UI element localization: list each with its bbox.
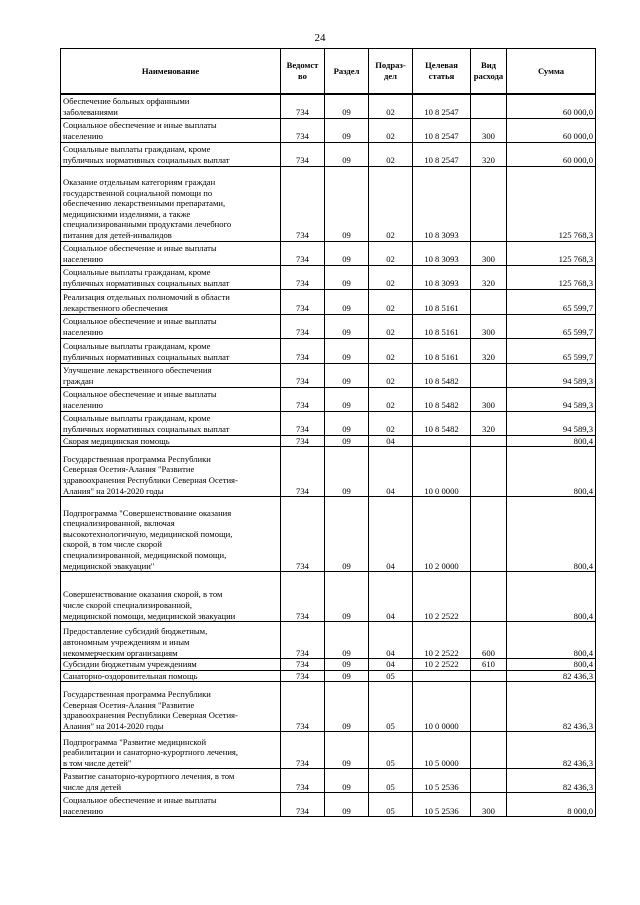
- cell-expense-type: [471, 363, 507, 387]
- cell-amount: 94 589,3: [507, 387, 596, 411]
- cell-amount: 800,4: [507, 497, 596, 572]
- cell-section: 09: [325, 435, 369, 447]
- cell-expense-type: [471, 289, 507, 314]
- cell-expense-type: [471, 572, 507, 622]
- cell-target-article: 10 5 2536: [413, 793, 471, 817]
- cell-expense-type: 610: [471, 659, 507, 671]
- cell-department: 734: [281, 497, 325, 572]
- table-row: [61, 411, 596, 435]
- cell-name: Оказание отдельным категориям граждан государственной социальной помощи по обеспечению лекарственными препаратами, медицинскими изделиями, а также специализированными продуктами лечебного питания для детей-инвалидов: [61, 166, 281, 241]
- cell-section: 09: [325, 118, 369, 142]
- cell-section: 09: [325, 659, 369, 671]
- cell-expense-type: 320: [471, 411, 507, 435]
- cell-amount: 800,4: [507, 447, 596, 497]
- cell-section: 09: [325, 166, 369, 241]
- table-row: [61, 241, 596, 265]
- col-header-target-article: Целевая статья: [413, 49, 471, 95]
- cell-expense-type: 300: [471, 118, 507, 142]
- cell-subsection: 05: [369, 769, 413, 793]
- cell-expense-type: 300: [471, 314, 507, 338]
- cell-target-article: 10 8 3093: [413, 241, 471, 265]
- cell-target-article: 10 8 5482: [413, 411, 471, 435]
- table-row: [61, 94, 596, 118]
- cell-target-article: 10 5 2536: [413, 769, 471, 793]
- cell-expense-type: 600: [471, 622, 507, 659]
- table-row: [61, 793, 596, 817]
- cell-department: 734: [281, 118, 325, 142]
- cell-target-article: 10 0 0000: [413, 682, 471, 732]
- cell-expense-type: [471, 732, 507, 769]
- cell-expense-type: 320: [471, 265, 507, 289]
- cell-subsection: 02: [369, 265, 413, 289]
- cell-amount: 82 436,3: [507, 682, 596, 732]
- table-row: [61, 435, 596, 447]
- cell-section: 09: [325, 241, 369, 265]
- cell-department: 734: [281, 769, 325, 793]
- cell-amount: 65 599,7: [507, 314, 596, 338]
- cell-name: Социальное обеспечение и иные выплаты населению: [61, 314, 281, 338]
- cell-amount: 125 768,3: [507, 241, 596, 265]
- cell-name: Субсидии бюджетным учреждениям: [61, 659, 281, 671]
- col-header-department: Ведомст во: [281, 49, 325, 95]
- table-row: [61, 572, 596, 622]
- cell-amount: 60 000,0: [507, 118, 596, 142]
- cell-name: Скорая медицинская помощь: [61, 435, 281, 447]
- cell-department: 734: [281, 732, 325, 769]
- cell-section: 09: [325, 497, 369, 572]
- cell-subsection: 04: [369, 447, 413, 497]
- cell-name: Социальное обеспечение и иные выплаты населению: [61, 118, 281, 142]
- cell-name: Санаторно-оздоровительная помощь: [61, 670, 281, 682]
- cell-name: Социальное обеспечение и иные выплаты населению: [61, 387, 281, 411]
- cell-subsection: 05: [369, 732, 413, 769]
- cell-section: 09: [325, 769, 369, 793]
- col-header-subsection: Подраз- дел: [369, 49, 413, 95]
- cell-section: 09: [325, 447, 369, 497]
- cell-name: Социальное обеспечение и иные выплаты населению: [61, 241, 281, 265]
- cell-department: 734: [281, 387, 325, 411]
- table-row: [61, 265, 596, 289]
- cell-amount: 125 768,3: [507, 265, 596, 289]
- cell-target-article: 10 8 3093: [413, 265, 471, 289]
- table-row: [61, 659, 596, 671]
- cell-department: 734: [281, 572, 325, 622]
- table-body: [61, 94, 596, 817]
- cell-amount: 82 436,3: [507, 769, 596, 793]
- cell-subsection: 02: [369, 166, 413, 241]
- cell-department: 734: [281, 289, 325, 314]
- cell-subsection: 02: [369, 314, 413, 338]
- cell-expense-type: [471, 497, 507, 572]
- cell-amount: 800,4: [507, 435, 596, 447]
- cell-name: Улучшение лекарственного обеспечения граждан: [61, 363, 281, 387]
- cell-department: 734: [281, 265, 325, 289]
- cell-name: Социальные выплаты гражданам, кроме публичных нормативных социальных выплат: [61, 338, 281, 363]
- cell-name: Государственная программа Республики Северная Осетия-Алания "Развитие здравоохранения Республики Северная Осетия- Алания" на 2014-2020 годы: [61, 682, 281, 732]
- cell-department: 734: [281, 411, 325, 435]
- table-row: [61, 118, 596, 142]
- cell-department: 734: [281, 314, 325, 338]
- cell-department: 734: [281, 435, 325, 447]
- cell-subsection: 02: [369, 142, 413, 166]
- cell-department: 734: [281, 241, 325, 265]
- cell-section: 09: [325, 94, 369, 118]
- cell-expense-type: [471, 670, 507, 682]
- cell-target-article: 10 8 5161: [413, 314, 471, 338]
- cell-department: 734: [281, 94, 325, 118]
- cell-name: Социальное обеспечение и иные выплаты населению: [61, 793, 281, 817]
- cell-subsection: 02: [369, 241, 413, 265]
- cell-amount: 82 436,3: [507, 732, 596, 769]
- table-row: [61, 732, 596, 769]
- cell-target-article: 10 8 5161: [413, 338, 471, 363]
- cell-amount: 800,4: [507, 659, 596, 671]
- table-row: [61, 363, 596, 387]
- cell-subsection: 04: [369, 435, 413, 447]
- cell-section: 09: [325, 387, 369, 411]
- cell-amount: 125 768,3: [507, 166, 596, 241]
- cell-department: 734: [281, 338, 325, 363]
- cell-amount: 60 000,0: [507, 94, 596, 118]
- cell-subsection: 02: [369, 387, 413, 411]
- cell-expense-type: [471, 94, 507, 118]
- cell-expense-type: 300: [471, 241, 507, 265]
- cell-subsection: 05: [369, 793, 413, 817]
- cell-section: 09: [325, 670, 369, 682]
- cell-name: Подпрограмма "Развитие медицинской реабилитации и санаторно-курортного лечения, в том числе детей": [61, 732, 281, 769]
- cell-section: 09: [325, 265, 369, 289]
- cell-subsection: 04: [369, 497, 413, 572]
- cell-expense-type: [471, 769, 507, 793]
- col-header-expense-type: Вид расхода: [471, 49, 507, 95]
- cell-target-article: 10 2 2522: [413, 572, 471, 622]
- cell-amount: 94 589,3: [507, 411, 596, 435]
- cell-section: 09: [325, 682, 369, 732]
- cell-department: 734: [281, 670, 325, 682]
- cell-amount: 82 436,3: [507, 670, 596, 682]
- cell-subsection: 05: [369, 670, 413, 682]
- cell-expense-type: [471, 682, 507, 732]
- cell-department: 734: [281, 793, 325, 817]
- cell-department: 734: [281, 363, 325, 387]
- cell-section: 09: [325, 622, 369, 659]
- cell-name: Подпрограмма "Совершенствование оказания специализированной, включая высокотехнологичную, медицинской помощи, скорой, в том числе скорой специализированной, медицинской помощи, медицинской эвакуации": [61, 497, 281, 572]
- col-header-name: Наименование: [61, 49, 281, 95]
- table-header-row: [61, 49, 596, 95]
- cell-name: Социальные выплаты гражданам, кроме публичных нормативных социальных выплат: [61, 142, 281, 166]
- cell-subsection: 02: [369, 94, 413, 118]
- cell-target-article: 10 8 5161: [413, 289, 471, 314]
- cell-amount: 65 599,7: [507, 289, 596, 314]
- cell-name: Государственная программа Республики Северная Осетия-Алания "Развитие здравоохранения Республики Северная Осетия- Алания" на 2014-2020 годы: [61, 447, 281, 497]
- table-row: [61, 338, 596, 363]
- cell-section: 09: [325, 411, 369, 435]
- cell-subsection: 02: [369, 411, 413, 435]
- table-row: [61, 769, 596, 793]
- cell-target-article: 10 8 2547: [413, 94, 471, 118]
- table-row: [61, 314, 596, 338]
- cell-target-article: 10 5 0000: [413, 732, 471, 769]
- cell-target-article: 10 8 2547: [413, 118, 471, 142]
- cell-section: 09: [325, 363, 369, 387]
- cell-amount: 8 000,0: [507, 793, 596, 817]
- table-row: [61, 387, 596, 411]
- cell-subsection: 04: [369, 572, 413, 622]
- cell-department: 734: [281, 622, 325, 659]
- cell-target-article: 10 8 5482: [413, 387, 471, 411]
- table-row: [61, 447, 596, 497]
- cell-target-article: 10 2 2522: [413, 622, 471, 659]
- col-header-section: Раздел: [325, 49, 369, 95]
- cell-expense-type: 320: [471, 142, 507, 166]
- cell-section: 09: [325, 732, 369, 769]
- cell-target-article: 10 8 3093: [413, 166, 471, 241]
- cell-department: 734: [281, 142, 325, 166]
- cell-subsection: 05: [369, 682, 413, 732]
- page-number: 24: [314, 32, 326, 44]
- table-row: [61, 682, 596, 732]
- cell-subsection: 02: [369, 363, 413, 387]
- cell-target-article: 10 2 2522: [413, 659, 471, 671]
- cell-target-article: 10 8 2547: [413, 142, 471, 166]
- cell-amount: 94 589,3: [507, 363, 596, 387]
- cell-expense-type: 300: [471, 387, 507, 411]
- cell-name: Развитие санаторно-курортного лечения, в том числе для детей: [61, 769, 281, 793]
- cell-subsection: 04: [369, 659, 413, 671]
- cell-expense-type: 300: [471, 793, 507, 817]
- cell-department: 734: [281, 659, 325, 671]
- cell-subsection: 02: [369, 118, 413, 142]
- cell-expense-type: [471, 447, 507, 497]
- table-row: [61, 166, 596, 241]
- table-row: [61, 670, 596, 682]
- cell-section: 09: [325, 338, 369, 363]
- cell-target-article: 10 8 5482: [413, 363, 471, 387]
- cell-section: 09: [325, 793, 369, 817]
- table-row: [61, 142, 596, 166]
- cell-amount: 60 000,0: [507, 142, 596, 166]
- cell-expense-type: [471, 166, 507, 241]
- cell-section: 09: [325, 142, 369, 166]
- cell-name: Реализация отдельных полномочий в области лекарственного обеспечения: [61, 289, 281, 314]
- col-header-amount: Сумма: [507, 49, 596, 95]
- cell-subsection: 04: [369, 622, 413, 659]
- cell-department: 734: [281, 447, 325, 497]
- cell-department: 734: [281, 682, 325, 732]
- table-row: [61, 622, 596, 659]
- cell-section: 09: [325, 289, 369, 314]
- cell-section: 09: [325, 572, 369, 622]
- budget-table: [60, 48, 596, 817]
- cell-name: Социальные выплаты гражданам, кроме публичных нормативных социальных выплат: [61, 265, 281, 289]
- cell-target-article: [413, 670, 471, 682]
- cell-subsection: 02: [369, 289, 413, 314]
- cell-amount: 65 599,7: [507, 338, 596, 363]
- cell-target-article: 10 0 0000: [413, 447, 471, 497]
- cell-amount: 800,4: [507, 572, 596, 622]
- cell-name: Совершенствование оказания скорой, в том числе скорой специализированной, медицинской помощи, медицинской эвакуации: [61, 572, 281, 622]
- cell-subsection: 02: [369, 338, 413, 363]
- cell-target-article: [413, 435, 471, 447]
- cell-amount: 800,4: [507, 622, 596, 659]
- cell-name: Предоставление субсидий бюджетным, автономным учреждениям и иным некоммерческим организациям: [61, 622, 281, 659]
- table-row: [61, 497, 596, 572]
- cell-expense-type: 320: [471, 338, 507, 363]
- cell-section: 09: [325, 314, 369, 338]
- cell-department: 734: [281, 166, 325, 241]
- cell-expense-type: [471, 435, 507, 447]
- cell-target-article: 10 2 0000: [413, 497, 471, 572]
- table-row: [61, 289, 596, 314]
- cell-name: Обеспечение больных орфанными заболеваниями: [61, 94, 281, 118]
- cell-name: Социальные выплаты гражданам, кроме публичных нормативных социальных выплат: [61, 411, 281, 435]
